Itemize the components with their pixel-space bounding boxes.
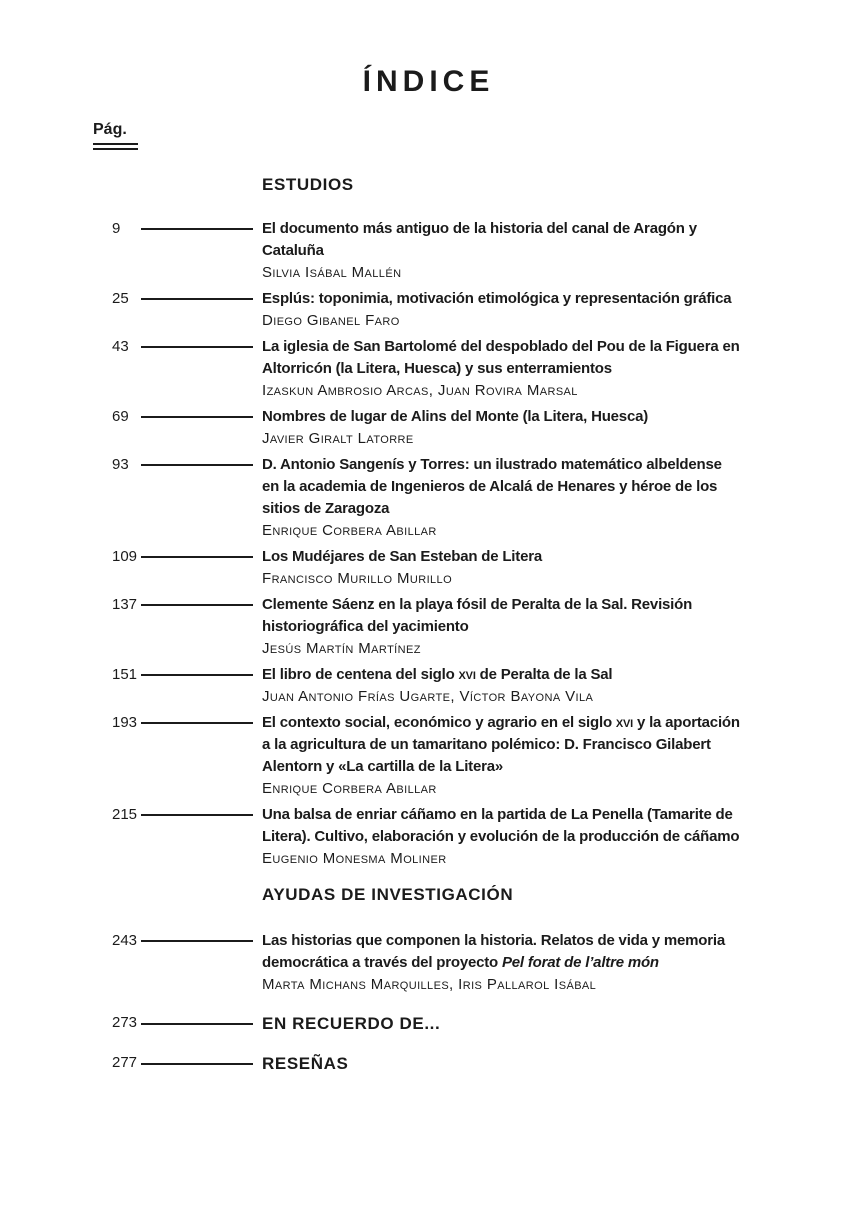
table-of-contents xyxy=(0,174,857,1076)
entry-title-line xyxy=(262,804,739,826)
entry-body xyxy=(262,288,731,332)
title-segment: Altorricón (la Litera, Huesca) y sus enterramientos xyxy=(262,360,612,377)
entry-page-number: 109 xyxy=(112,548,138,565)
entry-title-line xyxy=(262,454,722,476)
entry-authors: Jesús Martín Martínez xyxy=(262,640,421,657)
leader-line xyxy=(141,674,253,676)
entry-page-number: 93 xyxy=(112,456,129,473)
entry-title-line xyxy=(262,218,697,240)
toc-entry xyxy=(0,336,857,402)
entry-authors: Eugenio Monesma Moliner xyxy=(262,850,447,867)
entry-title-line xyxy=(262,1052,348,1076)
entry-title-line xyxy=(262,664,612,686)
entry-body xyxy=(262,1012,440,1036)
entry-authors: Diego Gibanel Faro xyxy=(262,312,400,329)
entry-authors: Silvia Isábal Mallén xyxy=(262,264,402,281)
entry-authors: Enrique Corbera Abillar xyxy=(262,780,437,797)
entry-page-number: 273 xyxy=(112,1014,138,1031)
leader-line xyxy=(141,464,253,466)
entry-body xyxy=(262,1052,348,1076)
title-segment: historiográfica del yacimiento xyxy=(262,618,469,635)
entry-authors: Juan Antonio Frías Ugarte, Víctor Bayona Vila xyxy=(262,688,594,705)
title-segment: El contexto social, económico y agrario en el siglo xyxy=(262,714,616,731)
title-segment: D. Antonio Sangenís y Torres: un ilustrado matemático albeldense xyxy=(262,456,722,473)
entry-body xyxy=(262,546,542,590)
toc-entry xyxy=(0,406,857,450)
section-heading: AYUDAS DE INVESTIGACIÓN xyxy=(262,885,514,904)
page-column-label: Pág. xyxy=(93,121,127,138)
entry-page-number: 151 xyxy=(112,666,138,683)
title-segment: sitios de Zaragoza xyxy=(262,500,390,517)
title-segment: Una balsa de enriar cáñamo en la partida de La Penella (Tamarite de xyxy=(262,806,733,823)
title-segment: Cataluña xyxy=(262,242,324,259)
toc-entry xyxy=(0,712,857,800)
toc-entry xyxy=(0,288,857,332)
title-segment: democrática a través del proyecto xyxy=(262,954,502,971)
leader-line xyxy=(141,346,253,348)
leader-line xyxy=(141,228,253,230)
entry-authors: Marta Michans Marquilles, Iris Pallarol Isábal xyxy=(262,976,597,993)
leader-line xyxy=(141,298,253,300)
toc-entry xyxy=(0,546,857,590)
title-segment: Esplús: toponimia, motivación etimológica y representación gráfica xyxy=(262,290,732,307)
title-segment: Alentorn y «La cartilla de la Litera» xyxy=(262,758,504,775)
entry-authors: Francisco Murillo Murillo xyxy=(262,570,453,587)
toc-entry xyxy=(0,1052,857,1076)
title-segment: Litera). Cultivo, elaboración y evolución de la producción de cáñamo xyxy=(262,828,740,845)
toc-entry xyxy=(0,454,857,542)
double-underline xyxy=(93,143,138,150)
toc-entry xyxy=(0,664,857,708)
title-segment: Las historias que componen la historia. Relatos de vida y memoria xyxy=(262,932,725,949)
section-heading: ESTUDIOS xyxy=(262,175,354,194)
entry-body xyxy=(262,454,722,542)
entry-title-line xyxy=(262,930,725,952)
entry-page-number: 137 xyxy=(112,596,138,613)
entry-page-number: 215 xyxy=(112,806,138,823)
entry-title-line xyxy=(262,594,692,616)
leader-line xyxy=(141,604,253,606)
entry-body xyxy=(262,712,740,800)
entry-body xyxy=(262,594,692,660)
entry-title-line xyxy=(262,546,542,568)
title-segment: RESEÑAS xyxy=(262,1054,349,1073)
entry-title-line xyxy=(262,336,740,358)
title-segment: El documento más antiguo de la historia del canal de Aragón y xyxy=(262,220,697,237)
entry-authors: Enrique Corbera Abillar xyxy=(262,522,437,539)
entry-body xyxy=(262,664,612,708)
leader-line xyxy=(141,1063,253,1065)
title-segment: El libro de centena del siglo xyxy=(262,666,459,683)
entry-title-line xyxy=(262,498,722,520)
title-segment: a la agricultura de un tamaritano polémico: D. Francisco Gilabert xyxy=(262,736,711,753)
page-column-header xyxy=(93,120,139,150)
entry-page-number: 25 xyxy=(112,290,129,307)
title-segment-italic: Pel forat de l’altre món xyxy=(501,954,659,971)
entry-page-number: 69 xyxy=(112,408,129,425)
entry-title-line xyxy=(262,616,692,638)
entry-title-line xyxy=(262,952,725,974)
title-segment: EN RECUERDO DE... xyxy=(262,1014,441,1033)
entry-title-line xyxy=(262,288,731,310)
entry-body xyxy=(262,218,697,284)
entry-title-line xyxy=(262,756,740,778)
title-segment: La iglesia de San Bartolomé del despoblado del Pou de la Figuera en xyxy=(262,338,740,355)
title-segment: en la academia de Ingenieros de Alcalá de Henares y héroe de los xyxy=(262,478,718,495)
leader-line xyxy=(141,814,253,816)
leader-line xyxy=(141,1023,253,1025)
entry-body xyxy=(262,930,725,996)
entry-page-number: 193 xyxy=(112,714,138,731)
leader-line xyxy=(141,556,253,558)
leader-line xyxy=(141,722,253,724)
title-segment-sc: xvi xyxy=(458,666,476,683)
title-segment: Los Mudéjares de San Esteban de Litera xyxy=(262,548,542,565)
title-segment: Nombres de lugar de Alins del Monte (la Litera, Huesca) xyxy=(262,408,649,425)
title-segment: y la aportación xyxy=(633,714,740,731)
entry-page-number: 243 xyxy=(112,932,138,949)
leader-line xyxy=(141,416,253,418)
page-title: ÍNDICE xyxy=(362,65,495,98)
entry-page-number: 9 xyxy=(112,220,121,237)
entry-title-line xyxy=(262,1012,440,1036)
leader-line xyxy=(141,940,253,942)
entry-title-line xyxy=(262,240,697,262)
entry-title-line xyxy=(262,476,722,498)
title-segment-sc: xvi xyxy=(615,714,634,731)
toc-entry xyxy=(0,1012,857,1036)
entry-title-line xyxy=(262,826,739,848)
entry-authors: Javier Giralt Latorre xyxy=(262,430,414,447)
entry-body xyxy=(262,336,740,402)
entry-page-number: 43 xyxy=(112,338,129,355)
toc-entry xyxy=(0,218,857,284)
entry-page-number: 277 xyxy=(112,1054,138,1071)
toc-entry xyxy=(0,930,857,996)
entry-title-line xyxy=(262,712,740,734)
entry-authors: Izaskun Ambrosio Arcas, Juan Rovira Marsal xyxy=(262,382,578,399)
entry-title-line xyxy=(262,734,740,756)
entry-title-line xyxy=(262,358,740,380)
entry-title-line xyxy=(262,406,648,428)
toc-entry xyxy=(0,594,857,660)
entry-body xyxy=(262,804,739,870)
title-segment: de Peralta de la Sal xyxy=(475,666,613,683)
entry-body xyxy=(262,406,648,450)
toc-entry xyxy=(0,804,857,870)
title-segment: Clemente Sáenz en la playa fósil de Peralta de la Sal. Revisión xyxy=(262,596,693,613)
